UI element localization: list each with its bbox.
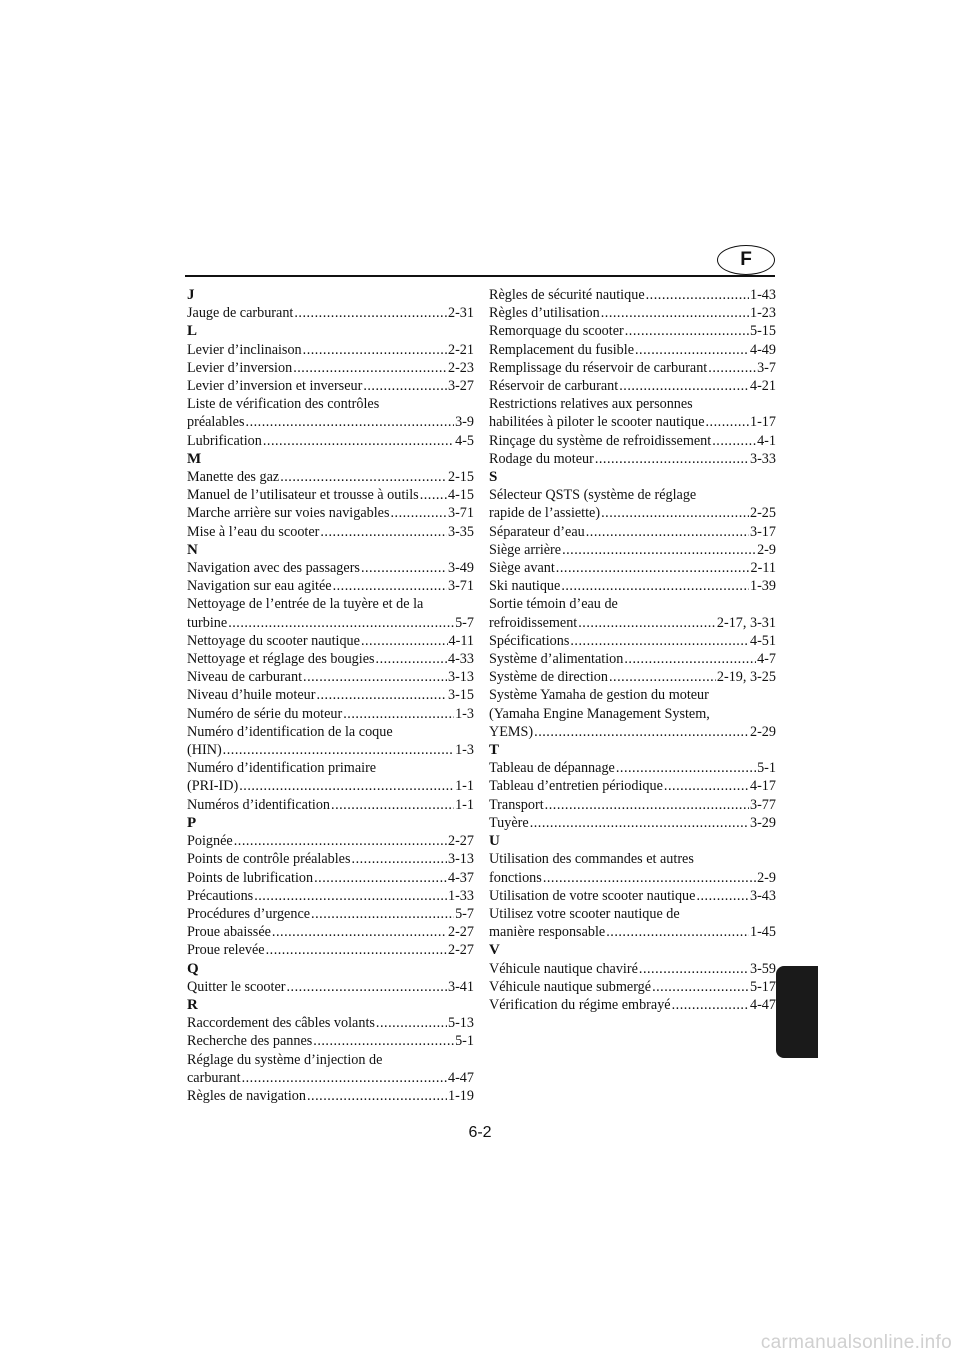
entry-page-ref: 5-1 [455, 1033, 474, 1050]
index-entry [187, 614, 474, 632]
dot-leader [616, 759, 756, 777]
dot-leader [266, 941, 447, 959]
index-entry [187, 796, 474, 814]
dot-leader [316, 686, 447, 704]
index-entry [187, 1014, 474, 1032]
entry-label: Tuyère [489, 814, 529, 831]
index-entry-line: Numéro d’identification de la coque [187, 723, 393, 740]
entry-label: Règles de sécurité nautique [489, 287, 645, 303]
entry-label: Raccordement des câbles volants [187, 1015, 375, 1032]
entry-label: Rodage du moteur [489, 450, 594, 467]
entry-label: Transport [489, 796, 544, 813]
dot-leader [639, 960, 749, 978]
entry-page-ref: 3-59 [749, 960, 776, 977]
dot-leader [376, 1014, 447, 1032]
entry-page-ref: 2-9 [757, 541, 776, 558]
entry-page-ref: 2-29 [749, 723, 776, 740]
entry-page-ref: 1-45 [749, 924, 776, 941]
index-entry [187, 832, 474, 850]
entry-label: Système de direction [489, 669, 608, 686]
entry-label: Rinçage du système de refroidissement [489, 432, 712, 449]
entry-label: Levier d’inversion et inverseur [187, 378, 363, 395]
dot-leader [635, 341, 749, 359]
entry-label: Manette des gaz [187, 469, 280, 486]
index-entry [187, 377, 474, 395]
entry-label: carburant [187, 1069, 241, 1086]
entry-label: Tableau d’entretien périodique [489, 778, 663, 795]
entry-label: Siège avant [489, 560, 555, 577]
entry-label: Système d’alimentation [489, 651, 624, 668]
index-entry-line: Restrictions relatives aux personnes [489, 396, 693, 413]
entry-label: Remplissage du réservoir de carburant [489, 359, 708, 376]
dot-leader [361, 559, 447, 577]
entry-page-ref: 4-5 [455, 432, 474, 449]
page-number: 6-2 [468, 1124, 492, 1141]
entry-page-ref: 5-15 [749, 323, 776, 340]
index-entry [187, 413, 474, 431]
entry-label: Points de contrôle préalables [187, 851, 351, 868]
index-entry [489, 541, 776, 559]
dot-leader [333, 577, 447, 595]
index-entry-line: (Yamaha Engine Management System, [489, 705, 710, 722]
entry-label: (PRI-ID) [187, 778, 239, 795]
index-entry [187, 468, 474, 486]
index-entry [187, 1069, 474, 1087]
entry-page-ref: 3-41 [447, 978, 474, 995]
entry-label: préalables [187, 414, 245, 431]
section-letter: P [187, 814, 197, 831]
index-entry [187, 504, 474, 522]
entry-label: turbine [187, 614, 228, 631]
index-entry [489, 413, 776, 431]
dot-leader [595, 450, 749, 468]
dot-leader [706, 413, 749, 431]
dot-leader [263, 432, 454, 450]
dot-leader [545, 796, 749, 814]
index-entry [489, 796, 776, 814]
dot-leader [578, 614, 716, 632]
index-entry [489, 504, 776, 522]
dot-leader [363, 377, 447, 395]
entry-label: Niveau de carburant [187, 669, 303, 686]
entry-label: Réservoir de carburant [489, 378, 619, 395]
index-entry [489, 923, 776, 941]
dot-leader [376, 650, 447, 668]
index-entry [489, 359, 776, 377]
entry-page-ref: 5-1 [757, 760, 776, 777]
entry-label: Véhicule nautique submergé [489, 978, 652, 995]
dot-leader [307, 1087, 447, 1105]
index-entry-line: Système Yamaha de gestion du moteur [489, 687, 709, 704]
header-rule [185, 275, 775, 277]
dot-leader [570, 632, 749, 650]
dot-leader [601, 304, 749, 322]
entry-page-ref: 1-19 [447, 1087, 474, 1104]
entry-page-ref: 4-1 [757, 432, 776, 449]
index-entry-line: Réglage du système d’injection de [187, 1051, 383, 1068]
entry-page-ref: 2-11 [750, 560, 776, 577]
index-entry-line: Sélecteur QSTS (système de réglage [489, 487, 697, 504]
index-entry [489, 341, 776, 359]
dot-leader [646, 286, 749, 304]
entry-label: manière responsable [489, 924, 606, 941]
index-entry [187, 632, 474, 650]
entry-label: Siège arrière [489, 541, 562, 558]
index-entry [489, 668, 776, 686]
entry-label: rapide de l’assiette) [489, 505, 601, 522]
dot-leader [652, 978, 749, 996]
dot-leader [601, 504, 749, 522]
entry-page-ref: 5-7 [455, 614, 474, 631]
entry-label: Précautions [187, 887, 254, 904]
entry-page-ref: 3-7 [757, 359, 776, 376]
dot-leader [320, 523, 447, 541]
index-entry [187, 304, 474, 322]
entry-page-ref: 3-43 [749, 887, 776, 904]
index-entry [187, 777, 474, 795]
dot-leader [624, 650, 756, 668]
dot-leader [294, 304, 447, 322]
entry-label: Proue abaissée [187, 924, 271, 941]
index-entry [489, 632, 776, 650]
entry-label: Niveau d’huile moteur [187, 687, 316, 704]
index-entry [489, 577, 776, 595]
index-entry [489, 559, 776, 577]
dot-leader [313, 1032, 454, 1050]
dot-leader [246, 413, 455, 431]
dot-leader [543, 869, 756, 887]
entry-page-ref: 4-37 [447, 869, 474, 886]
dot-leader [534, 723, 749, 741]
entry-page-ref: 2-27 [447, 924, 474, 941]
entry-page-ref: 3-13 [447, 669, 474, 686]
index-entry [187, 523, 474, 541]
index-entry [489, 322, 776, 340]
index-entry-line: Nettoyage de l’entrée de la tuyère et de la [187, 596, 424, 613]
index-entry [489, 286, 776, 304]
entry-page-ref: 1-43 [749, 287, 776, 303]
entry-label: Numéros d’identification [187, 796, 331, 813]
index-entry [489, 650, 776, 668]
entry-label: Règles d’utilisation [489, 305, 600, 322]
section-letter: N [187, 541, 198, 558]
entry-label: YEMS) [489, 723, 534, 740]
index-entry-line: Sortie témoin d’eau de [489, 596, 618, 613]
section-letter: V [489, 942, 500, 959]
dot-leader [311, 905, 454, 923]
index-entry [187, 869, 474, 887]
index-entry [187, 650, 474, 668]
dot-leader [272, 923, 447, 941]
index-entry [489, 759, 776, 777]
index-entry [489, 377, 776, 395]
dot-leader [293, 359, 447, 377]
entry-label: habilitées à piloter le scooter nautique [489, 414, 705, 431]
dot-leader [234, 832, 447, 850]
entry-page-ref: 3-71 [447, 578, 474, 595]
index-entry [187, 741, 474, 759]
entry-page-ref: 1-39 [749, 578, 776, 595]
entry-label: Recherche des pannes [187, 1033, 313, 1050]
entry-page-ref: 4-33 [447, 651, 474, 668]
entry-label: Navigation avec des passagers [187, 560, 360, 577]
entry-page-ref: 1-1 [455, 796, 474, 813]
entry-page-ref: 2-21 [447, 341, 474, 358]
entry-page-ref: 1-23 [749, 305, 776, 322]
entry-page-ref: 3-27 [447, 378, 474, 395]
dot-leader [708, 359, 756, 377]
dot-leader [696, 887, 749, 905]
index-entry [187, 887, 474, 905]
chapter-tab [776, 966, 818, 1058]
dot-leader [223, 741, 454, 759]
dot-leader [672, 996, 749, 1014]
section-letter: U [489, 833, 500, 850]
entry-label: Vérification du régime embrayé [489, 996, 671, 1013]
entry-page-ref: 4-17 [749, 778, 776, 795]
entry-page-ref: 2-15 [447, 469, 474, 486]
dot-leader [606, 923, 749, 941]
index-entry [489, 814, 776, 832]
dot-leader [556, 559, 750, 577]
section-letter: L [187, 323, 198, 340]
index-entry [489, 432, 776, 450]
entry-page-ref: 3-71 [447, 505, 474, 522]
entry-page-ref: 4-47 [447, 1069, 474, 1086]
entry-page-ref: 5-13 [447, 1015, 474, 1032]
section-letter: R [187, 996, 198, 1013]
entry-page-ref: 3-29 [749, 814, 776, 831]
index-entry [187, 978, 474, 996]
index-entry [187, 341, 474, 359]
dot-leader [664, 777, 749, 795]
index-entry [187, 941, 474, 959]
index-entry [489, 304, 776, 322]
index-column-right [489, 286, 776, 1014]
entry-label: Levier d’inclinaison [187, 341, 302, 358]
watermark: carmanualsonline.info [760, 1332, 952, 1353]
entry-page-ref: 3-13 [447, 851, 474, 868]
entry-label: Règles de navigation [187, 1087, 306, 1104]
entry-page-ref: 4-49 [749, 341, 776, 358]
entry-page-ref: 4-7 [757, 651, 776, 668]
entry-label: (HIN) [187, 742, 222, 759]
dot-leader [287, 978, 447, 996]
entry-label: Nettoyage et réglage des bougies [187, 651, 375, 668]
entry-label: Remorquage du scooter [489, 323, 624, 340]
dot-leader [619, 377, 749, 395]
dot-leader [314, 869, 447, 887]
entry-label: Poignée [187, 833, 233, 850]
index-entry [489, 887, 776, 905]
index-entry [187, 1032, 474, 1050]
section-letter: S [489, 469, 498, 486]
index-entry [489, 978, 776, 996]
dot-leader [390, 504, 447, 522]
dot-leader [239, 777, 454, 795]
entry-page-ref: 2-27 [447, 942, 474, 959]
index-entry [187, 577, 474, 595]
entry-page-ref: 1-3 [455, 705, 474, 722]
index-entry [187, 686, 474, 704]
index-entry [489, 996, 776, 1014]
index-entry [187, 905, 474, 923]
entry-page-ref: 2-31 [447, 305, 474, 322]
entry-label: Marche arrière sur voies navigables [187, 505, 390, 522]
entry-page-ref: 4-51 [749, 632, 776, 649]
dot-leader [352, 850, 447, 868]
dot-leader [609, 668, 716, 686]
index-entry-line: Utilisez votre scooter nautique de [489, 905, 680, 922]
entry-page-ref: 1-3 [455, 742, 474, 759]
entry-label: refroidissement [489, 614, 578, 631]
entry-label: Jauge de carburant [187, 305, 294, 322]
entry-page-ref: 3-9 [455, 414, 474, 431]
index-entry-line: Utilisation des commandes et autres [489, 851, 694, 868]
dot-leader [586, 523, 749, 541]
section-letter: T [489, 742, 500, 759]
entry-page-ref: 4-15 [447, 487, 474, 504]
entry-label: Points de lubrification [187, 869, 314, 886]
index-entry [187, 432, 474, 450]
index-entry [187, 923, 474, 941]
entry-page-ref: 3-15 [447, 687, 474, 704]
entry-label: Séparateur d’eau [489, 523, 585, 540]
index-entry [489, 869, 776, 887]
dot-leader [254, 887, 447, 905]
entry-page-ref: 1-1 [455, 778, 474, 795]
dot-leader [625, 322, 749, 340]
entry-page-ref: 3-77 [749, 796, 776, 813]
entry-label: Procédures d’urgence [187, 905, 311, 922]
dot-leader [303, 341, 447, 359]
entry-label: Nettoyage du scooter nautique [187, 632, 360, 649]
dot-leader [530, 814, 749, 832]
index-entry [187, 668, 474, 686]
entry-label: Navigation sur eau agitée [187, 578, 332, 595]
entry-label: Ski nautique [489, 578, 561, 595]
index-entry-line: Liste de vérification des contrôles [187, 396, 380, 413]
index-entry [187, 486, 474, 504]
entry-label: Utilisation de votre scooter nautique [489, 887, 696, 904]
index-entry [187, 359, 474, 377]
entry-page-ref: 3-49 [447, 560, 474, 577]
dot-leader [228, 614, 454, 632]
entry-page-ref: 3-35 [447, 523, 474, 540]
entry-label: Quitter le scooter [187, 978, 286, 995]
entry-label: Levier d’inversion [187, 359, 293, 376]
dot-leader [420, 486, 447, 504]
entry-label: Remplacement du fusible [489, 341, 634, 358]
entry-page-ref: 4-47 [749, 996, 776, 1013]
entry-page-ref: 2-27 [447, 833, 474, 850]
entry-label: Manuel de l’utilisateur et trousse à outils [187, 487, 419, 504]
entry-page-ref: 5-17 [749, 978, 776, 995]
entry-page-ref: 1-17 [749, 414, 776, 431]
dot-leader [561, 577, 749, 595]
entry-label: Spécifications [489, 632, 570, 649]
index-entry [187, 705, 474, 723]
index-entry [187, 850, 474, 868]
dot-leader [361, 632, 448, 650]
entry-label: Mise à l’eau du scooter [187, 523, 320, 540]
index-entry [187, 559, 474, 577]
entry-page-ref: 2-23 [447, 359, 474, 376]
entry-page-ref: 2-19, 3-25 [716, 669, 776, 686]
entry-page-ref: 2-17, 3-31 [716, 614, 776, 631]
dot-leader [562, 541, 756, 559]
section-letter: Q [187, 960, 199, 977]
index-column-left [187, 286, 474, 1105]
language-badge: F [717, 245, 775, 275]
entry-page-ref: 3-17 [749, 523, 776, 540]
dot-leader [242, 1069, 447, 1087]
entry-page-ref: 2-25 [749, 505, 776, 522]
section-letter: J [187, 287, 195, 303]
entry-label: Numéro de série du moteur [187, 705, 343, 722]
index-entry [187, 1087, 474, 1105]
entry-label: Tableau de dépannage [489, 760, 615, 777]
entry-page-ref: 5-7 [455, 905, 474, 922]
dot-leader [280, 468, 447, 486]
entry-page-ref: 3-33 [749, 450, 776, 467]
dot-leader [331, 796, 454, 814]
index-entry-line: Numéro d’identification primaire [187, 760, 377, 777]
dot-leader [343, 705, 454, 723]
index-entry [489, 450, 776, 468]
entry-label: Véhicule nautique chaviré [489, 960, 638, 977]
entry-label: Lubrification [187, 432, 262, 449]
index-entry [489, 960, 776, 978]
index-entry [489, 523, 776, 541]
section-letter: M [187, 450, 202, 467]
index-entry [489, 723, 776, 741]
entry-label: fonctions [489, 869, 542, 886]
entry-page-ref: 2-9 [757, 869, 776, 886]
entry-page-ref: 4-11 [448, 632, 474, 649]
dot-leader [303, 668, 447, 686]
index-entry [489, 614, 776, 632]
index-entry [489, 777, 776, 795]
dot-leader [712, 432, 756, 450]
entry-page-ref: 1-33 [447, 887, 474, 904]
entry-label: Proue relevée [187, 942, 265, 959]
entry-page-ref: 4-21 [749, 378, 776, 395]
